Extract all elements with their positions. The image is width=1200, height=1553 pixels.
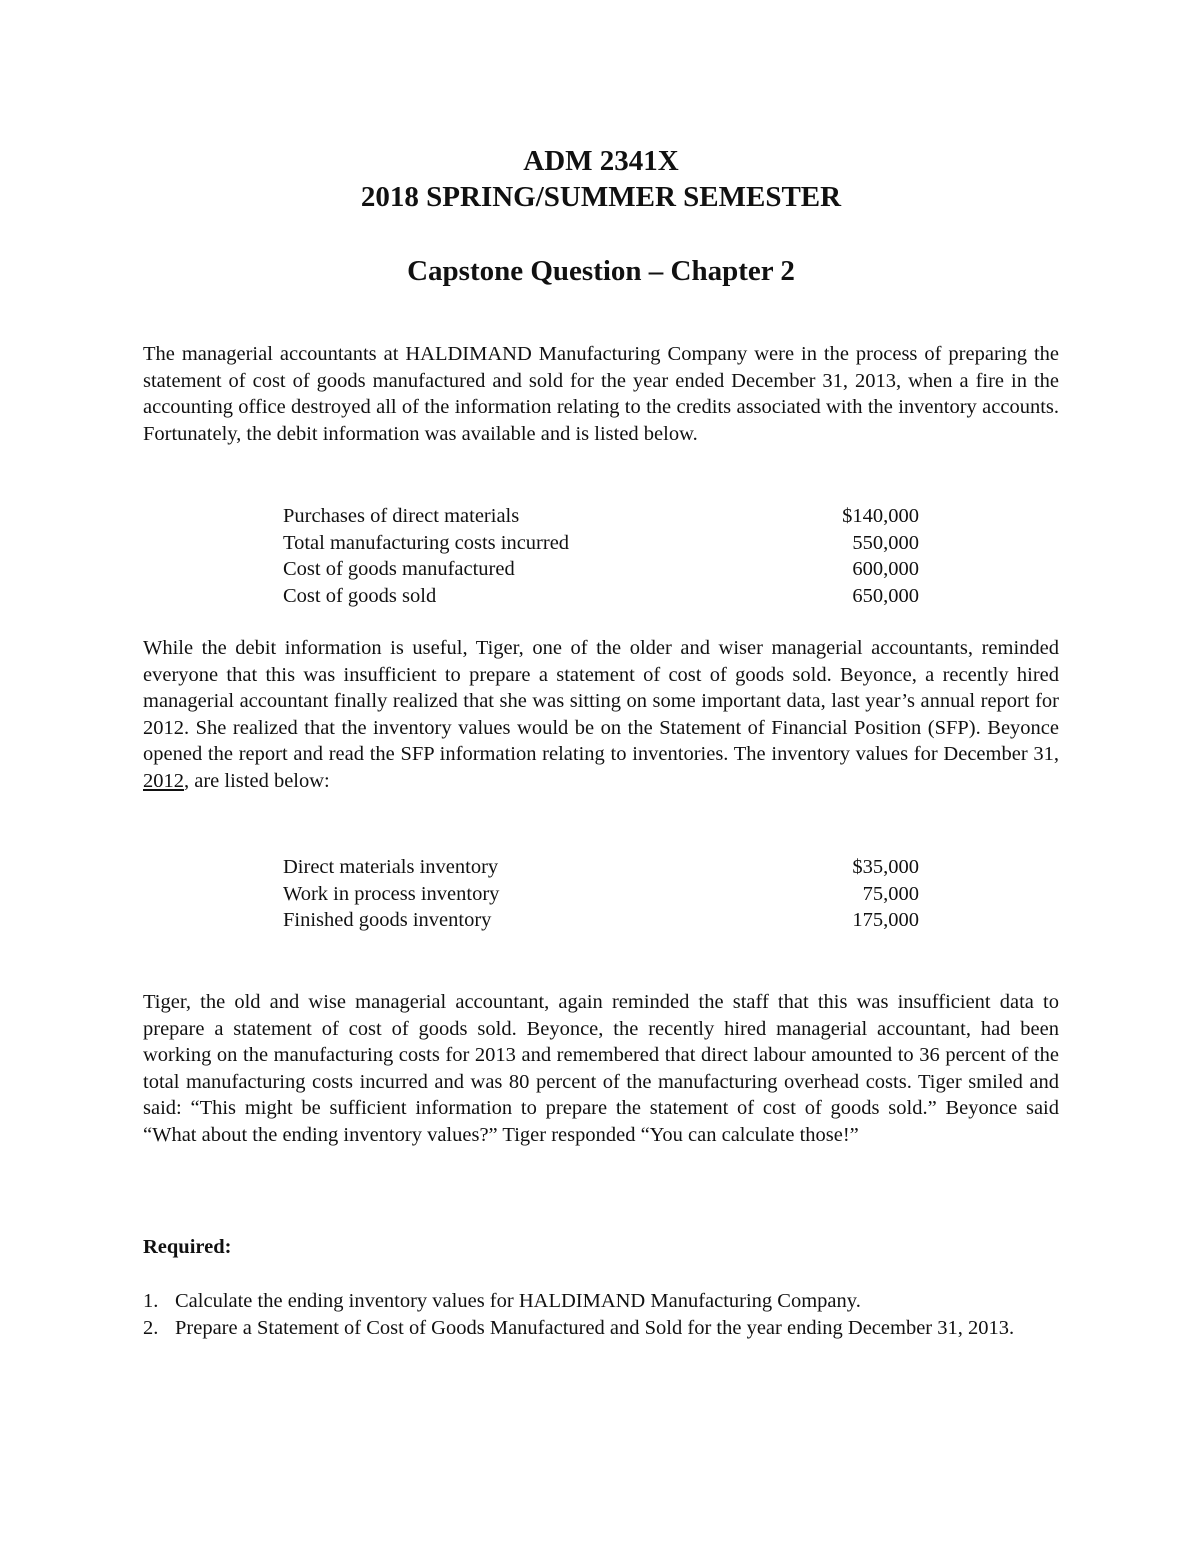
list-item-text: Calculate the ending inventory values for HALDIMAND Manufacturing Company.	[175, 1290, 861, 1312]
required-title: Required:	[143, 1236, 232, 1258]
table-row	[283, 583, 919, 610]
table-row	[283, 854, 919, 881]
row-label: Total manufacturing costs incurred	[283, 531, 570, 554]
list-item-number: 1.	[143, 1290, 159, 1312]
course-code-heading: ADM 2341X	[523, 145, 679, 177]
second-paragraph	[143, 635, 1059, 795]
row-amount: 600,000	[852, 558, 919, 581]
row-label: Cost of goods sold	[283, 584, 437, 607]
row-label: Finished goods inventory	[283, 909, 492, 932]
row-label: Direct materials inventory	[283, 856, 499, 878]
table-row	[283, 907, 919, 934]
row-amount: $35,000	[852, 856, 919, 878]
required-list	[143, 1288, 1059, 1341]
intro-paragraph: The managerial accountants at HALDIMAND Manufacturing Company were in the process of preparing the statement of cost of goods manufactured and sold for the year ended December 31, 2013, when a fire in the accounting office destroyed all of the information relating to the credits associated with the inventory accounts. Fortunately, the debit information was available and is listed below.	[143, 343, 1059, 445]
list-item-number: 2.	[143, 1316, 159, 1339]
list-item-text: Prepare a Statement of Cost of Goods Manufactured and Sold for the year ending December 31, 2013.	[175, 1316, 1015, 1339]
row-label: Purchases of direct materials	[283, 505, 520, 527]
row-label: Work in process inventory	[283, 882, 500, 905]
row-amount: $140,000	[842, 505, 919, 527]
row-amount: 75,000	[862, 882, 919, 905]
question-title: Capstone Question – Chapter 2	[407, 255, 795, 287]
table-row	[283, 881, 919, 908]
debit-info-table	[283, 503, 919, 609]
inventory-2012-table	[283, 854, 919, 934]
row-amount: 175,000	[852, 909, 919, 932]
underlined-year: 2012	[143, 769, 184, 792]
second-paragraph-text: While the debit information is useful, Tiger, one of the older and wiser managerial accountants, reminded everyone that this was insufficient to prepare a statement of cost of goods sold. Beyonce, a recently hired managerial accountant finally realized that she was sitting on some important data, last year’s annual report for 2012. She realized that the inventory values would be on the Statement of Financial Position (SFP). Beyonce opened the report and read the SFP information relating to inventories. The inventory values for December 31,	[143, 637, 1059, 766]
second-paragraph-tail: , are listed below:	[184, 769, 330, 792]
table-row	[283, 530, 919, 557]
row-amount: 650,000	[852, 584, 919, 607]
row-label: Cost of goods manufactured	[283, 558, 515, 581]
list-item	[143, 1315, 1059, 1342]
third-paragraph: Tiger, the old and wise managerial accountant, again reminded the staff that this was insufficient data to prepare a statement of cost of goods sold. Beyonce, the recently hired managerial accountant, had been working on the manufacturing costs for 2013 and remembered that direct labour amounted to 36 percent of the total manufacturing costs incurred and was 80 percent of the manufacturing overhead costs. Tiger smiled and said: “This might be sufficient information to prepare the statement of cost of goods sold.” Beyonce said “What about the ending inventory values?” Tiger responded “You can calculate those!”	[143, 991, 1059, 1146]
table-row	[283, 556, 919, 583]
list-item	[143, 1288, 1059, 1315]
table-row	[283, 503, 919, 530]
semester-heading: 2018 SPRING/SUMMER SEMESTER	[360, 181, 842, 213]
row-amount: 550,000	[852, 531, 919, 554]
